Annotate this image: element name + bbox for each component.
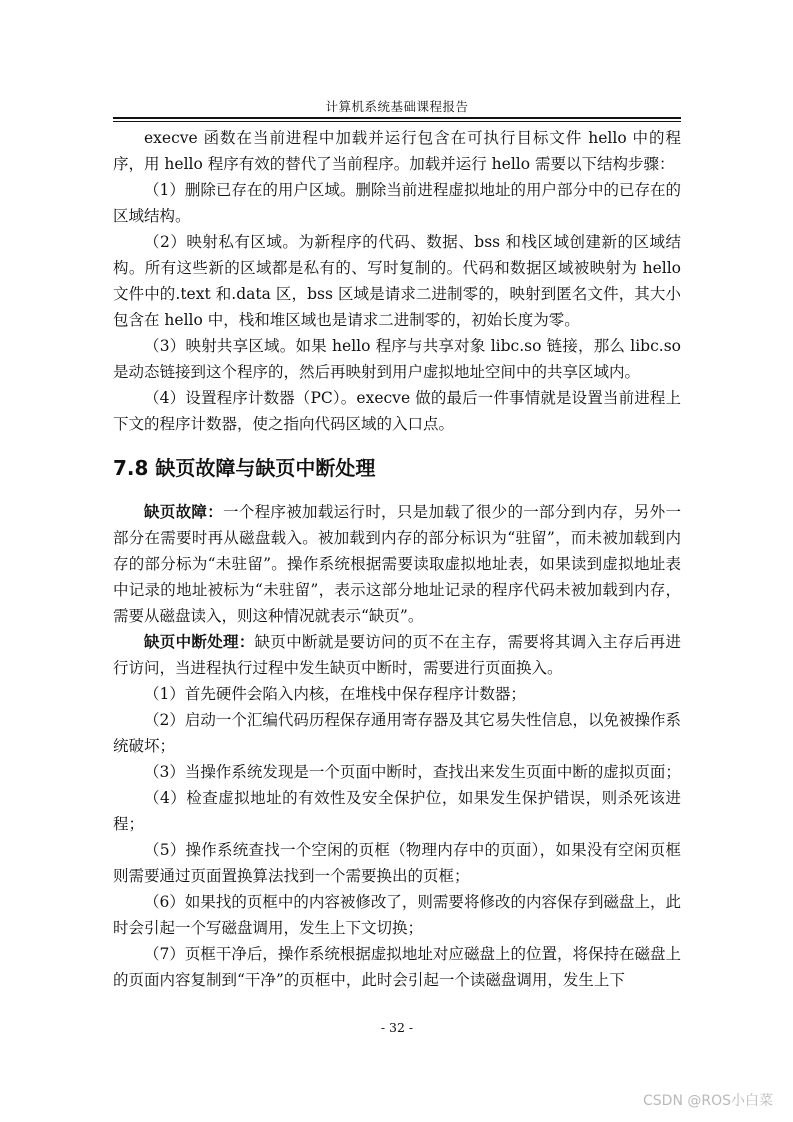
- paragraph-step-delete-regions: （1）删除已存在的用户区域。删除当前进程虚拟地址的用户部分中的已存在的区域结构。: [113, 181, 681, 225]
- list-item: （2）启动一个汇编代码历程保存通用寄存器及其它易失性信息，以免被操作系统破坏；: [113, 711, 681, 755]
- paragraph-step-map-shared: （3）映射共享区域。如果 hello 程序与共享对象 libc.so 链接，那么 libc.so 是动态链接到这个程序的，然后再映射到用户虚拟地址空间中的共享区域内。: [113, 337, 681, 381]
- page-fault-lead: 缺页故障：: [144, 502, 224, 521]
- list-item: （1）首先硬件会陷入内核，在堆栈中保存程序计数器；: [144, 685, 526, 703]
- list-item: （5）操作系统查找一个空闲的页框（物理内存中的页面），如果没有空闲页框则需要通过页面置换算法找到一个需要换出的页框；: [113, 841, 681, 885]
- paragraph-step-map-private: （2）映射私有区域。为新程序的代码、数据、bss 和栈区域创建新的区域结构。所有这些新的区域都是私有的、写时复制的。代码和数据区域被映射为 hello 文件中的.text 和.data 区，bss 区域是请求二进制零的，映射到匿名文件，其大小包含在 hello 中，栈和堆区域也是请求二进制零的，初始长度为零。: [113, 233, 681, 329]
- running-header: 计算机系统基础课程报告: [325, 99, 469, 114]
- page-fault-handling-text: 缺页中断就是要访问的页不在主存，需要将其调入主存后再进行访问，当进程执行过程中发生缺页中断时，需要进行页面换入。: [113, 633, 681, 677]
- page-fault-handling-lead: 缺页中断处理：: [144, 632, 255, 651]
- list-item: （6）如果找的页框中的内容被修改了，则需要将修改的内容保存到磁盘上，此时会引起一个写磁盘调用，发生上下文切换；: [113, 893, 681, 937]
- watermark: CSDN @ROS小白菜: [643, 1093, 773, 1109]
- header-rule-thick: [113, 117, 681, 119]
- paragraph-execve-intro: execve 函数在当前进程中加载并运行包含在可执行目标文件 hello 中的程序，用 hello 程序有效的替代了当前程序。加载并运行 hello 需要以下结构步骤：: [113, 129, 681, 173]
- body-content: [113, 125, 681, 993]
- paragraph-page-fault: [113, 499, 681, 629]
- page-number: - 32 -: [380, 1020, 414, 1035]
- section-heading: 7.8 缺页故障与缺页中断处理: [113, 456, 376, 480]
- paragraph-page-fault-handling: [113, 629, 681, 681]
- list-item: （3）当操作系统发现是一个页面中断时，查找出来发生页面中断的虚拟页面；: [144, 763, 681, 781]
- list-item: （7）页框干净后，操作系统根据虚拟地址对应磁盘上的位置，将保持在磁盘上的页面内容复制到“干净”的页框中，此时会引起一个读磁盘调用，发生上下: [113, 945, 681, 989]
- page-fault-text: 一个程序被加载运行时，只是加载了很少的一部分到内存，另外一部分在需要时再从磁盘载入。被加载到内存的部分标识为“驻留”，而未被加载到内存的部分标为“未驻留”。操作系统根据需要读取虚拟地址表，如果读到虚拟地址表中记录的地址被标为“未驻留”，表示这部分地址记录的程序代码未被加载到内存，需要从磁盘读入，则这种情况就表示“缺页”。: [113, 503, 681, 625]
- paragraph-step-set-pc: （4）设置程序计数器（PC）。execve 做的最后一件事情就是设置当前进程上下文的程序计数器，使之指向代码区域的入口点。: [113, 389, 681, 433]
- list-item: （4）检查虚拟地址的有效性及安全保护位，如果发生保护错误，则杀死该进程；: [113, 789, 681, 833]
- header-rule-thin: [113, 121, 681, 122]
